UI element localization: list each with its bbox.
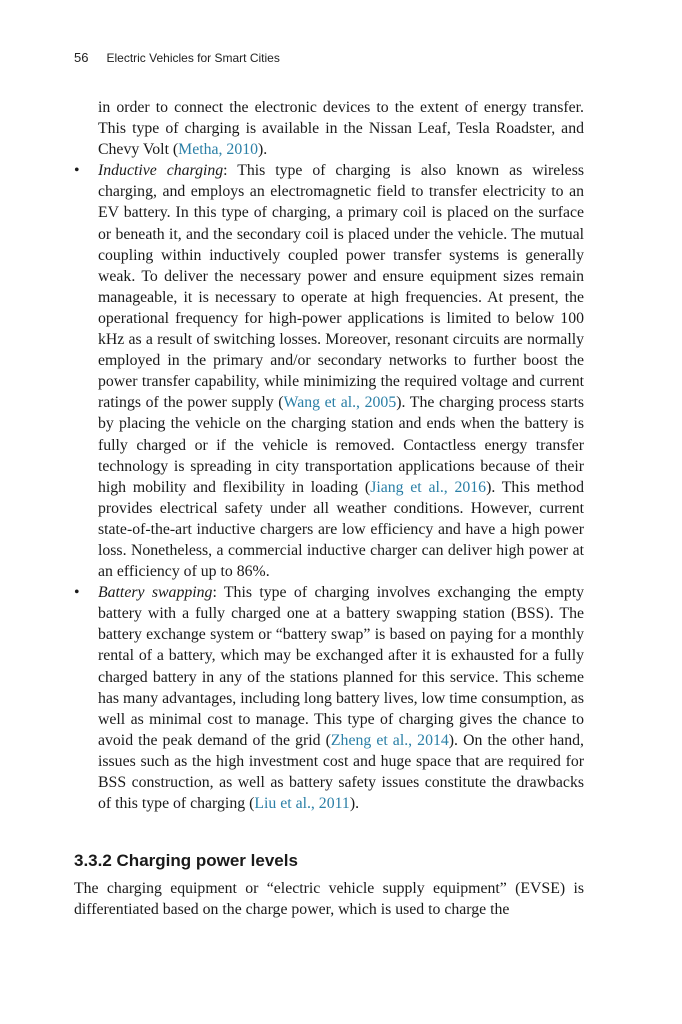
- term-inductive-charging: Inductive charging: [98, 162, 224, 180]
- paragraph-text: ). This method provides electrical safety under all weather conditions. However, current state-of-the-art inductive chargers are low efficiency and have a high power loss. Nonetheless, a commercial inductive charger can deliver high power at an efficiency of up to 86%.: [98, 478, 584, 581]
- paragraph-text: ). The charging process starts by placing the vehicle on the charging station and ends when the battery is fully charged or if the vehicle is removed. Contactless energy transfer technology is spreading in city transportation applications because of their high mobility and flexibility in loading (: [98, 394, 584, 496]
- term-battery-swapping: Battery swapping: [98, 584, 213, 602]
- bullet-marker: •: [74, 584, 80, 602]
- paragraph-text: ).: [258, 141, 268, 159]
- citation-link[interactable]: Metha, 2010: [178, 141, 259, 159]
- bullet-marker: •: [74, 162, 80, 180]
- body-text: [74, 97, 584, 920]
- paragraph-text: ).: [349, 795, 360, 813]
- citation-link[interactable]: Jiang et al., 2016: [370, 478, 487, 496]
- citation-link[interactable]: Liu et al., 2011: [254, 795, 350, 813]
- paragraph-text: ). On the other hand, issues such as the high investment cost and huge space that are required for BSS construction, as well as battery safety issues constitute the drawbacks of this type of charging (: [98, 731, 585, 813]
- citation-link[interactable]: Wang et al., 2005: [283, 394, 397, 412]
- citation-link[interactable]: Zheng et al., 2014: [330, 731, 449, 749]
- section-heading: 3.3.2 Charging power levels: [74, 851, 298, 871]
- page-number: 56: [74, 50, 89, 65]
- continuation-paragraph: [74, 97, 584, 160]
- bullet-item-battery-swapping: [74, 582, 584, 814]
- section-paragraph: The charging equipment or “electric vehicle supply equipment” (EVSE) is differentiated based on the charge power, which is used to charge the: [74, 880, 584, 919]
- paragraph-text: in order to connect the electronic devices to the extent of energy transfer. This type of charging is available in the Nissan Leaf, Tesla Roadster, and Chevy Volt (: [98, 99, 584, 159]
- bullet-item-inductive-charging: [74, 160, 584, 582]
- paragraph-text: : This type of charging involves exchanging the empty battery with a fully charged one at a battery swapping station (BSS). The battery exchange system or “battery swap” is based on paying for a monthly rental of a battery, which may be exchanged after it is exhausted for a fully charged battery in any of the stations planned for this service. This scheme has many advantages, including long battery lives, low time consumption, as well as minimal cost to manage. This type of charging gives the chance to avoid the peak demand of the grid (: [98, 584, 585, 749]
- running-header: [74, 50, 280, 65]
- paragraph-text: : This type of charging is also known as wireless charging, and employs an electromagnetic field to transfer electricity to an EV battery. In this type of charging, a primary coil is placed on the surface or beneath it, and the secondary coil is placed under the vehicle. The mutual coupling within inductively coupled power transfer systems is generally weak. To deliver the necessary power and ensure equipment sizes remain manageable, it is necessary to operate at high frequencies. At present, the operational frequency for high-power applications is limited to below 100 kHz as a result of switching losses. Moreover, resonant circuits are normally employed in the primary and/or secondary networks to further boost the power transfer capability, while minimizing the required voltage and current ratings of the power supply (: [98, 162, 584, 412]
- book-title: Electric Vehicles for Smart Cities: [106, 51, 280, 65]
